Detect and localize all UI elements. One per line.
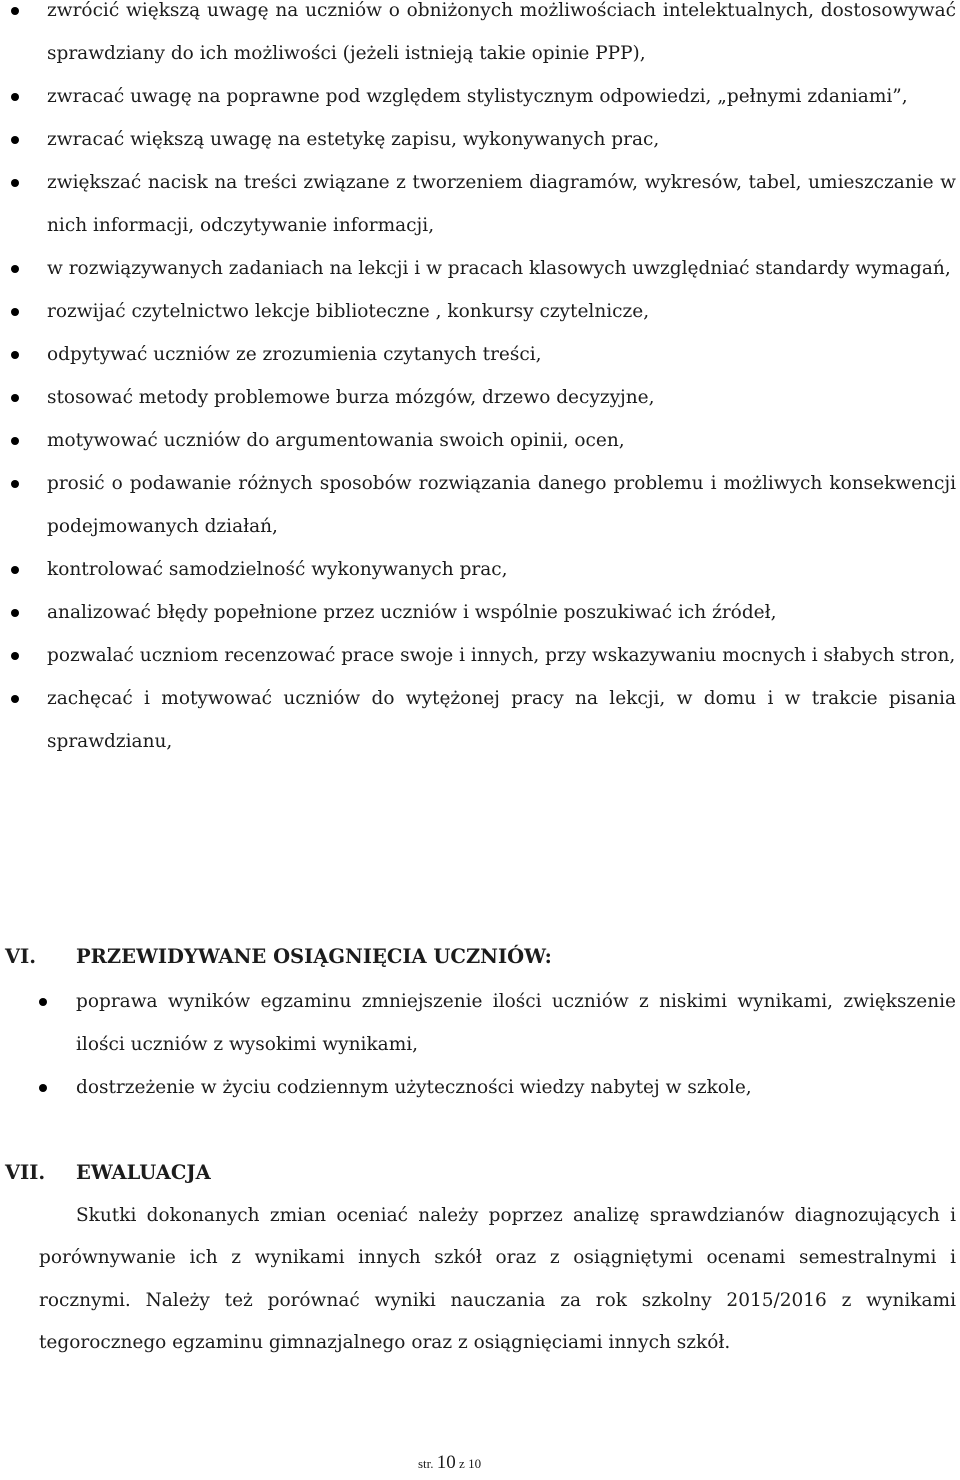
section-6-number: VI. [5,945,37,968]
bullet-icon [11,179,19,187]
list-item: motywować uczniów do argumentowania swoich opinii, ocen, [0,419,960,462]
bullet-icon [39,1084,47,1092]
list-item: w rozwiązywanych zadaniach na lekcji i w pracach klasowych uwzględniać standardy wymagań, [0,247,960,290]
list-item: kontrolować samodzielność wykonywanych prac, [0,548,960,591]
list-item: zwrócić większą uwagę na uczniów o obniżonych możliwościach intelektualnych, dostosowywać sprawdziany do ich możliwości (jeżeli istnieją takie opinie PPP), [0,0,960,75]
footer-page-number: 10 [436,1452,456,1473]
list-item: rozwijać czytelnictwo lekcje biblioteczne , konkursy czytelnicze, [0,290,960,333]
list-item: odpytywać uczniów ze zrozumienia czytanych treści, [0,333,960,376]
bullet-icon [11,695,19,703]
bullet-icon [39,998,47,1006]
bullet-icon [11,609,19,617]
list-item: pozwalać uczniom recenzować prace swoje i innych, przy wskazywaniu mocnych i słabych stron, [0,634,960,677]
bullet-icon [11,308,19,316]
list-item: zwracać uwagę na poprawne pod względem stylistycznym odpowiedzi, „pełnymi zdaniami”, [0,75,960,118]
section-7-title: EWALUACJA [76,1161,211,1184]
evaluation-paragraph: Skutki dokonanych zmian oceniać należy poprzez analizę sprawdzianów diagnozujących i porównywanie ich z wynikami innych szkół oraz z osiągniętymi ocenami semestralnymi i rocznymi. Należy też porównać wyniki nauczania za rok szkolny 2015/2016 z wynikami tegorocznego egzaminu gimnazjalnego oraz z osiągnięciami innych szkół. [39,1205,956,1353]
bullet-icon [11,566,19,574]
list-item: zachęcać i motywować uczniów do wytężonej pracy na lekcji, w domu i w trakcie pisania sprawdzianu, [0,677,960,763]
footer-prefix: str. [418,1456,434,1471]
list-item: zwiększać nacisk na treści związane z tworzeniem diagramów, wykresów, tabel, umieszczanie w nich informacji, odczytywanie informacji, [0,161,960,247]
list-item: stosować metody problemowe burza mózgów, drzewo decyzyjne, [0,376,960,419]
bullet-icon [11,265,19,273]
footer-of: z [459,1456,465,1471]
bullet-icon [11,394,19,402]
list-item: prosić o podawanie różnych sposobów rozwiązania danego problemu i możliwych konsekwencji podejmowanych działań, [0,462,960,548]
bullet-icon [11,437,19,445]
list-item: dostrzeżenie w życiu codziennym użyteczności wiedzy nabytej w szkole, [0,1066,960,1109]
bullet-icon [11,480,19,488]
achievements-list [0,980,960,1109]
page-footer [418,1452,481,1474]
section-7-number: VII. [5,1161,46,1184]
bullet-icon [11,136,19,144]
list-item: zwracać większą uwagę na estetykę zapisu, wykonywanych prac, [0,118,960,161]
bullet-icon [11,351,19,359]
bullet-icon [11,652,19,660]
bullet-icon [11,93,19,101]
list-item: analizować błędy popełnione przez uczniów i wspólnie poszukiwać ich źródeł, [0,591,960,634]
list-item: poprawa wyników egzaminu zmniejszenie ilości uczniów z niskimi wynikami, zwiększenie ilości uczniów z wysokimi wynikami, [0,980,960,1066]
footer-total-pages: 10 [468,1456,482,1471]
bullet-icon [11,7,19,15]
section-6-title: PRZEWIDYWANE OSIĄGNIĘCIA UCZNIÓW: [76,945,552,968]
